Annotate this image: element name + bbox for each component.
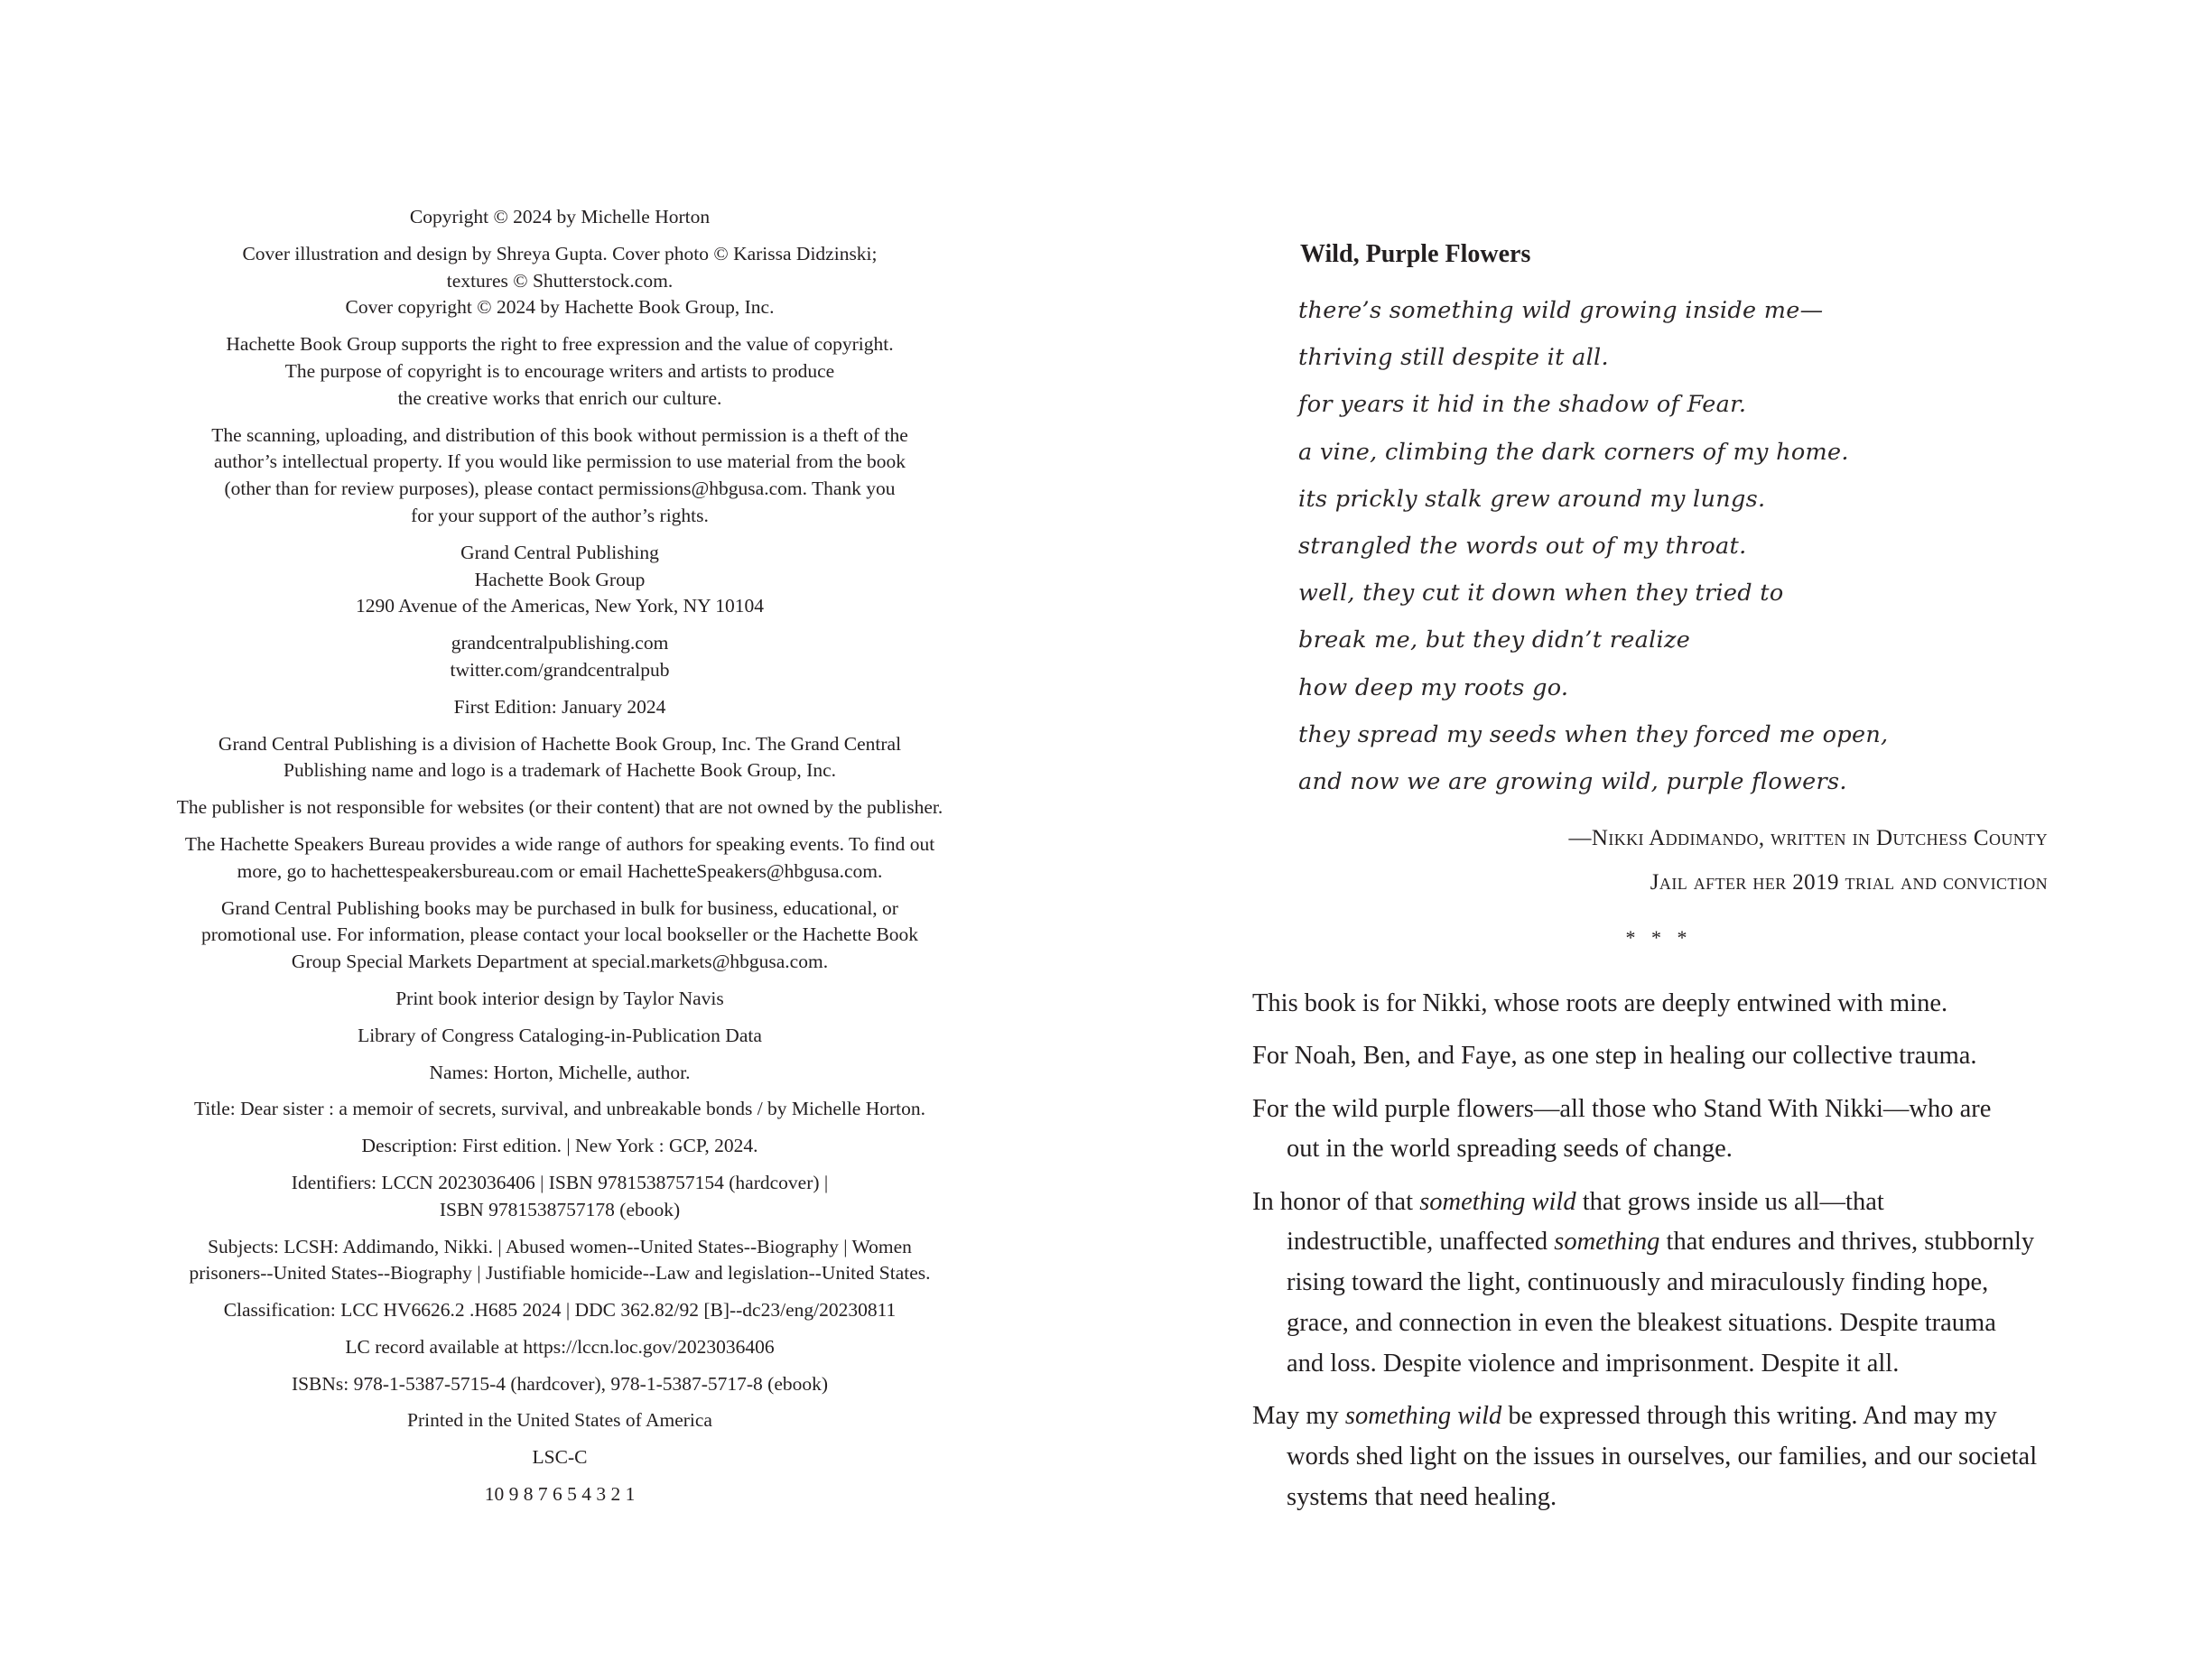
- copyright-line: Hachette Book Group: [474, 568, 646, 590]
- copyright-line: The scanning, uploading, and distribution of this book without permission is a theft of the: [211, 423, 908, 446]
- copyright-line: Grand Central Publishing is a division of Hachette Book Group, Inc. The Grand Central: [218, 732, 902, 755]
- copyright-line: for your support of the author’s rights.: [411, 504, 709, 526]
- poem-body: [1298, 287, 1984, 805]
- copyright-line: Library of Congress Cataloging-in-Publication Data: [358, 1024, 762, 1046]
- copyright-line: Publishing name and logo is a trademark of Hachette Book Group, Inc.: [283, 759, 836, 782]
- copyright-paragraph: [135, 331, 984, 412]
- copyright-line: textures © Shutterstock.com.: [446, 269, 674, 292]
- attribution-line: —Nikki Addimando, written in Dutchess County: [1568, 826, 2048, 850]
- copyright-paragraph: [135, 1371, 984, 1398]
- copyright-paragraph: [135, 630, 984, 684]
- copyright-paragraph: [135, 1334, 984, 1361]
- dedication-line: This book is for Nikki, whose roots are deeply entwined with mine.: [1252, 989, 1948, 1017]
- dedication-line: out in the world spreading seeds of change.: [1287, 1135, 1733, 1164]
- copyright-line: 10 9 8 7 6 5 4 3 2 1: [484, 1483, 636, 1506]
- poem-line: a vine, climbing the dark corners of my home.: [1298, 438, 1849, 466]
- copyright-line: Printed in the United States of America: [407, 1409, 712, 1432]
- copyright-line: 1290 Avenue of the Americas, New York, NY 10104: [355, 595, 765, 617]
- copyright-line: Hachette Book Group supports the right to free expression and the value of copyright.: [226, 333, 894, 356]
- copyright-paragraph: [135, 794, 984, 821]
- copyright-paragraph: [135, 694, 984, 721]
- copyright-line: more, go to hachettespeakersbureau.com or email HachetteSpeakers@hbgusa.com.: [237, 859, 883, 882]
- copyright-line: grandcentralpublishing.com: [451, 632, 669, 654]
- dedication-line: words shed light on the issues in ourselves, our families, and our societal: [1287, 1442, 2038, 1471]
- copyright-line: Title: Dear sister : a memoir of secrets, survival, and unbreakable bonds / by Michelle Horton.: [193, 1098, 926, 1120]
- dedication-paragraph: [1252, 1183, 2155, 1385]
- dedication-line: In honor of that something wild that grows inside us all—that: [1252, 1187, 1884, 1216]
- copyright-line: Identifiers: LCCN 2023036406 | ISBN 9781538757154 (hardcover) |: [291, 1171, 829, 1193]
- copyright-paragraph: [135, 1234, 984, 1288]
- dedication-paragraph: [1252, 1036, 2155, 1077]
- copyright-paragraph: [135, 1060, 984, 1087]
- copyright-paragraph: [135, 731, 984, 785]
- copyright-line: LC record available at https://lccn.loc.gov/2023036406: [345, 1335, 775, 1358]
- copyright-paragraph: [135, 831, 984, 886]
- poem-line: well, they cut it down when they tried to: [1298, 580, 1784, 608]
- dedication-block: [1252, 984, 2155, 1530]
- copyright-paragraph: [135, 1096, 984, 1123]
- copyright-line: Cover copyright © 2024 by Hachette Book Group, Inc.: [345, 296, 775, 319]
- copyright-line: ISBN 9781538757178 (ebook): [439, 1198, 681, 1220]
- copyright-paragraph: [135, 895, 984, 976]
- copyright-paragraph: [135, 1297, 984, 1324]
- copyright-paragraph: [135, 540, 984, 620]
- dedication-paragraph: [1252, 1396, 2155, 1517]
- copyright-block: [135, 204, 984, 1518]
- copyright-line: LSC-C: [532, 1446, 588, 1469]
- copyright-line: The publisher is not responsible for websites (or their content) that are not owned by the publisher.: [176, 796, 943, 819]
- poem-line: break me, but they didn’t realize: [1298, 626, 1691, 654]
- copyright-line: ISBNs: 978-1-5387-5715-4 (hardcover), 978-1-5387-5717-8 (ebook): [291, 1372, 829, 1395]
- copyright-line: The purpose of copyright is to encourage writers and artists to produce: [284, 359, 835, 382]
- copyright-paragraph: [135, 1023, 984, 1050]
- copyright-paragraph: [135, 1407, 984, 1434]
- copyright-line: Description: First edition. | New York : GCP, 2024.: [361, 1135, 758, 1157]
- copyright-line: First Edition: January 2024: [453, 695, 666, 718]
- poem-title: Wild, Purple Flowers: [1300, 240, 1531, 268]
- poem-line: its prickly stalk grew around my lungs.: [1298, 485, 1766, 513]
- copyright-line: Grand Central Publishing books may be purchased in bulk for business, educational, or: [221, 896, 898, 919]
- copyright-paragraph: [135, 1481, 984, 1508]
- epigraph-dedication-page: [1106, 0, 2212, 1670]
- poem-line: how deep my roots go.: [1298, 673, 1569, 701]
- poem-line: and now we are growing wild, purple flowers.: [1298, 768, 1847, 796]
- poem-line: they spread my seeds when they forced me open,: [1298, 720, 1889, 748]
- dedication-line: systems that need healing.: [1287, 1482, 1557, 1511]
- copyright-paragraph: [135, 1444, 984, 1471]
- copyright-line: Cover illustration and design by Shreya Gupta. Cover photo © Karissa Didzinski;: [242, 242, 878, 264]
- poem-line: strangled the words out of my throat.: [1298, 533, 1747, 561]
- copyright-line: Print book interior design by Taylor Navis: [395, 987, 724, 1009]
- dedication-line: grace, and connection in even the bleakest situations. Despite trauma: [1287, 1309, 1996, 1338]
- dedication-line: For the wild purple flowers—all those who Stand With Nikki—who are: [1252, 1094, 1992, 1123]
- copyright-paragraph: [135, 422, 984, 530]
- dedication-paragraph: [1252, 984, 2155, 1025]
- poem-line: thriving still despite it all.: [1298, 344, 1609, 372]
- copyright-line: Subjects: LCSH: Addimando, Nikki. | Abused women--United States--Biography | Women: [208, 1235, 912, 1257]
- copyright-line: Classification: LCC HV6626.2 .H685 2024 | DDC 362.82/92 [B]--dc23/eng/20230811: [223, 1299, 897, 1322]
- dedication-paragraph: [1252, 1090, 2155, 1171]
- copyright-paragraph: [135, 1133, 984, 1160]
- dedication-line: May my something wild be expressed through this writing. And may my: [1252, 1402, 1997, 1431]
- copyright-paragraph: [135, 204, 984, 231]
- copyright-line: prisoners--United States--Biography | Justifiable homicide--Law and legislation--United States.: [189, 1262, 931, 1285]
- copyright-line: Copyright © 2024 by Michelle Horton: [409, 206, 711, 227]
- copyright-line: Names: Horton, Michelle, author.: [429, 1061, 691, 1083]
- copyright-line: the creative works that enrich our culture.: [397, 386, 722, 409]
- section-ornament: * * *: [1625, 926, 1693, 949]
- dedication-line: and loss. Despite violence and imprisonment. Despite it all.: [1287, 1349, 1900, 1378]
- copyright-line: Grand Central Publishing: [460, 541, 659, 563]
- dedication-line: rising toward the light, continuously and miraculously finding hope,: [1287, 1268, 1989, 1297]
- copyright-line: Group Special Markets Department at special.markets@hbgusa.com.: [291, 951, 829, 973]
- copyright-line: promotional use. For information, please contact your local bookseller or the Hachette Book: [200, 923, 919, 946]
- copyright-paragraph: [135, 1170, 984, 1224]
- copyright-paragraph: [135, 241, 984, 321]
- dedication-line: indestructible, unaffected something that endures and thrives, stubbornly: [1287, 1228, 2035, 1257]
- copyright-line: The Hachette Speakers Bureau provides a wide range of authors for speaking events. To find out: [184, 832, 935, 855]
- copyright-line: twitter.com/grandcentralpub: [450, 658, 670, 681]
- dedication-line: For Noah, Ben, and Faye, as one step in healing our collective trauma.: [1252, 1042, 1977, 1071]
- poem-attribution: [1568, 816, 2048, 905]
- copyright-paragraph: [135, 986, 984, 1013]
- poem-line: for years it hid in the shadow of Fear.: [1298, 391, 1747, 419]
- attribution-line: Jail after her 2019 trial and conviction: [1650, 870, 2048, 895]
- copyright-line: (other than for review purposes), please contact permissions@hbgusa.com. Thank you: [224, 478, 896, 500]
- poem-line: there’s something wild growing inside me—: [1298, 297, 1824, 324]
- copyright-line: author’s intellectual property. If you would like permission to use material from the book: [213, 450, 906, 473]
